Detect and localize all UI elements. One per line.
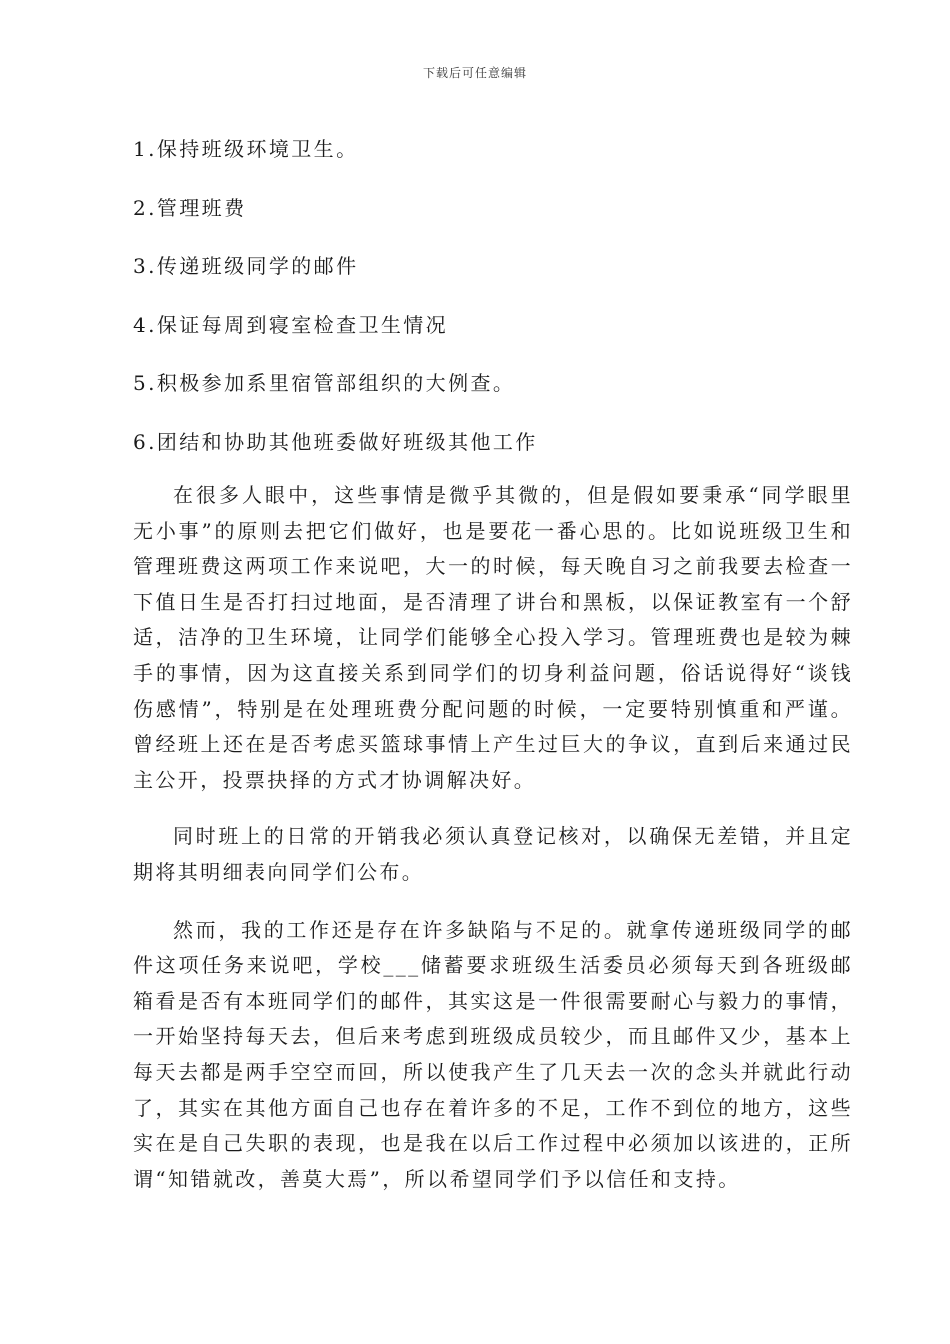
list-item: 4.保证每周到寝室检查卫生情况 bbox=[133, 312, 449, 337]
list-item: 5.积极参加系里宿管部组织的大例查。 bbox=[133, 371, 516, 395]
paragraph: 然而，我的工作还是存在许多缺陷与不足的。就拿传递班级同学的邮件这项任务来说吧，学校___储蓄要求班级生活委员必须每天到各班级邮箱看是否有本班同学们的邮件，其实这是一件很需要耐心与毅力的事情，一开始坚持每天去，但后来考虑到班级成员较少，而且邮件又少，基本上每天去都是两手空空而回，所以使我产生了几天去一次的念头并就此行动了，其实在其他方面自己也存在着许多的不足，工作不到位的地方，这些实在是自己失职的表现，也是我在以后工作过程中必须加以该进的，正所谓“知错就改，善莫大焉”，所以希望同学们予以信任和支持。 bbox=[133, 917, 853, 1191]
list-item: 6.团结和协助其他班委做好班级其他工作 bbox=[133, 429, 538, 454]
paragraph: 在很多人眼中，这些事情是微乎其微的，但是假如要秉承“同学眼里无小事”的原则去把它们做好，也是要花一番心思的。比如说班级卫生和管理班费这两项工作来说吧，大一的时候，每天晚自习之前我要去检查一下值日生是否打扫过地面，是否清理了讲台和黑板，以保证教室有一个舒适，洁净的卫生环境，让同学们能够全心投入学习。管理班费也是较为棘手的事情，因为这直接关系到同学们的切身利益问题，俗话说得好“谈钱伤感情”，特别是在处理班费分配问题的时候，一定要特别慎重和严谨。曾经班上还在是否考虑买篮球事情上产生过巨大的争议，直到后来通过民主公开，投票抉择的方式才协调解决好。 bbox=[133, 483, 853, 792]
list-item: 2.管理班费 bbox=[133, 195, 247, 220]
duty-list bbox=[133, 120, 853, 471]
list-item: 3.传递班级同学的邮件 bbox=[133, 254, 359, 278]
document-body bbox=[133, 120, 853, 1197]
list-item: 1.保持班级环境卫生。 bbox=[133, 137, 359, 161]
page-header: 下载后可任意编辑 bbox=[422, 66, 527, 80]
paragraph: 同时班上的日常的开销我必须认真登记核对，以确保无差错，并且定期将其明细表向同学们公布。 bbox=[133, 824, 853, 884]
